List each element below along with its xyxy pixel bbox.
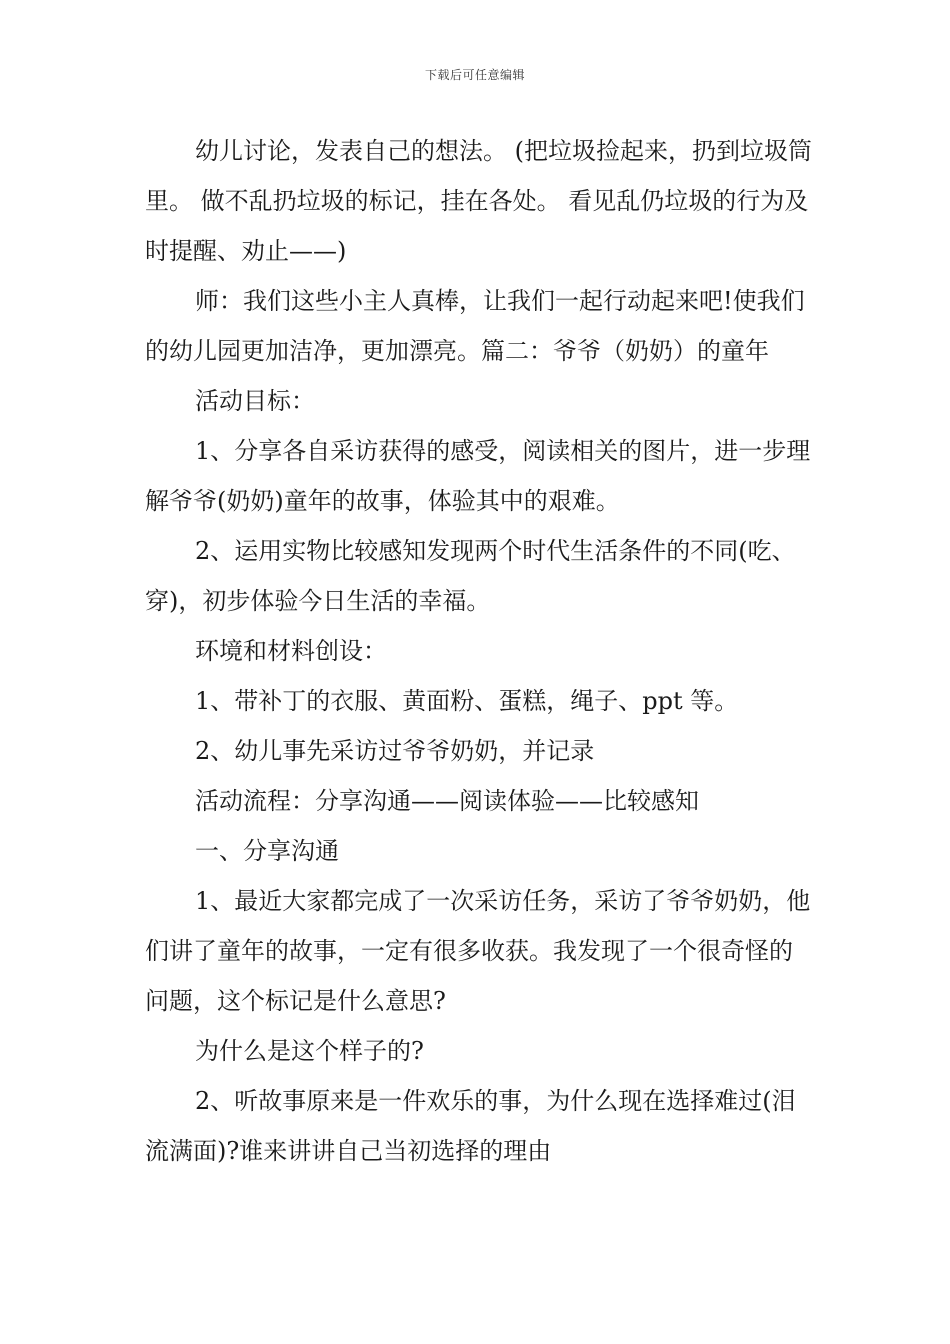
paragraph-goal-1: 1、分享各自采访获得的感受，阅读相关的图片，进一步理解爷爷(奶奶)童年的故事，体验其中的艰难。 [145,437,811,515]
document-body [145,126,813,1176]
paragraph-step-2: 2、听故事原来是一件欢乐的事，为什么现在选择难过(泪流满面)?谁来讲讲自己当初选择的理由 [145,1087,796,1165]
paragraph-goal-2: 2、运用实物比较感知发现两个时代生活条件的不同(吃、穿)，初步体验今日生活的幸福。 [145,537,796,615]
paragraph-question: 为什么是这个样子的? [195,1037,424,1065]
paragraph-step-1: 1、最近大家都完成了一次采访任务，采访了爷爷奶奶，他们讲了童年的故事，一定有很多收获。我发现了一个很奇怪的问题，这个标记是什么意思? [145,887,811,1015]
paragraph-discussion: 幼儿讨论，发表自己的想法。 (把垃圾捡起来，扔到垃圾筒里。 做不乱扔垃圾的标记，挂在各处。 看见乱仍垃圾的行为及时提醒、劝止——) [145,137,812,265]
paragraph-section-one: 一、分享沟通 [195,837,339,865]
paragraph-material-1: 1、带补丁的衣服、黄面粉、蛋糕，绳子、ppt 等。 [195,687,739,715]
paragraph-materials-heading: 环境和材料创设： [195,637,387,665]
paragraph-material-2: 2、幼儿事先采访过爷爷奶奶，并记录 [195,737,595,765]
header-note: 下载后可任意编辑 [424,68,525,82]
paragraph-process: 活动流程：分享沟通——阅读体验——比较感知 [195,787,699,815]
paragraph-teacher-section-two: 师：我们这些小主人真棒，让我们一起行动起来吧!使我们的幼儿园更加洁净，更加漂亮。篇二：爷爷（奶奶）的童年 [145,287,805,365]
paragraph-goals-heading: 活动目标： [195,387,315,415]
